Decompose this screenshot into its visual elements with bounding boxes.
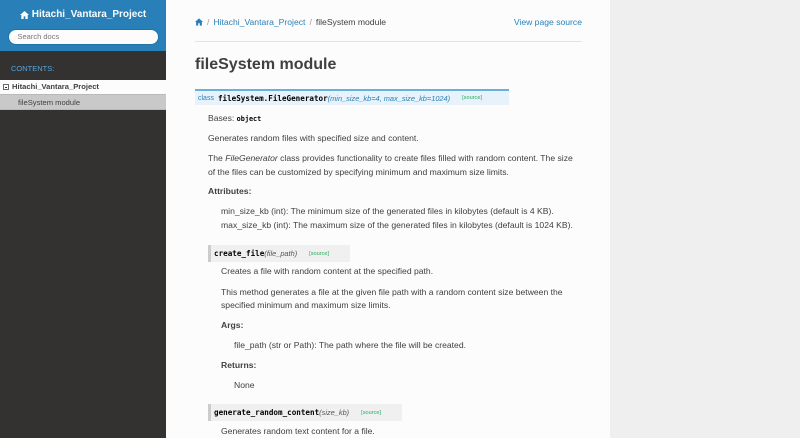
class-signature: [195, 89, 509, 105]
project-title: Hitachi_Vantara_Project: [31, 9, 147, 20]
breadcrumb: [195, 17, 386, 27]
class-name-italic: FileGenerator: [225, 153, 278, 163]
method-name: create_file: [214, 249, 265, 258]
search-input[interactable]: [8, 29, 159, 45]
bases-label: Bases:: [208, 113, 235, 123]
sidebar-header: [0, 0, 166, 51]
breadcrumb-current: fileSystem module: [315, 17, 387, 27]
method-source-link[interactable]: [source]: [361, 409, 382, 416]
text: class provides functionality to create files filled with random content. The size: [277, 153, 573, 163]
sidebar: [0, 0, 166, 438]
method-description: Creates a file with random content at the specified path.: [221, 266, 434, 276]
attribute-item: max_size_kb (int): The maximum size of the generated files in kilobytes (default is 1024 KB).: [221, 220, 573, 230]
class-description-detail: [208, 151, 573, 165]
method-params: (file_path): [264, 249, 298, 258]
class-name: fileSystem.FileGenerator: [217, 93, 328, 103]
page-margin: [610, 0, 800, 438]
method-signature-create-file: [208, 245, 350, 262]
view-page-source-link[interactable]: View page source: [513, 17, 582, 27]
toc-item-filesystem-module[interactable]: fileSystem module: [0, 94, 166, 110]
main-content: [166, 0, 610, 438]
method-description-detail: This method generates a file at the given file path with a random content size between the: [221, 287, 563, 297]
method-source-link[interactable]: [source]: [309, 250, 330, 257]
class-source-link[interactable]: [source]: [462, 95, 483, 101]
breadcrumb-project-link[interactable]: Hitachi_Vantara_Project: [213, 17, 306, 27]
home-icon: [20, 11, 29, 19]
method-description: Generates random text content for a file.: [221, 426, 375, 436]
divider: [195, 41, 582, 42]
toc-caption: CONTENTS:: [11, 64, 55, 73]
class-description-detail-line2: of the files can be customized by specifying minimum and maximum size limits.: [208, 167, 509, 177]
toc-item-project-label: Hitachi_Vantara_Project: [12, 82, 99, 91]
attributes-label: Attributes:: [208, 186, 252, 196]
collapse-icon[interactable]: [3, 84, 9, 90]
breadcrumb-separator: /: [207, 17, 210, 27]
returns-label: Returns:: [221, 360, 257, 370]
method-name: generate_random_content: [214, 408, 320, 417]
toc-item-project[interactable]: [0, 80, 166, 94]
bases-line: [208, 111, 261, 126]
bases-value: object: [236, 115, 262, 123]
project-home-link[interactable]: [20, 9, 147, 20]
method-description-detail-line2: specified minimum and maximum size limits.: [221, 300, 391, 310]
method-signature-generate-random-content: [208, 404, 402, 421]
page-title: fileSystem module: [195, 56, 337, 73]
home-icon[interactable]: [195, 18, 203, 26]
class-description: Generates random files with specified size and content.: [208, 133, 419, 143]
attribute-item: min_size_kb (int): The minimum size of the generated files in kilobytes (default is 4 KB).: [221, 206, 554, 216]
args-text: file_path (str or Path): The path where the file will be created.: [234, 340, 466, 350]
breadcrumb-separator: /: [309, 17, 312, 27]
method-params: (size_kb): [319, 408, 350, 417]
class-keyword: class: [198, 94, 214, 102]
args-label: Args:: [221, 320, 244, 330]
returns-text: None: [234, 380, 255, 390]
text: The: [208, 153, 226, 163]
class-params: (min_size_kb=4, max_size_kb=1024): [327, 93, 451, 103]
